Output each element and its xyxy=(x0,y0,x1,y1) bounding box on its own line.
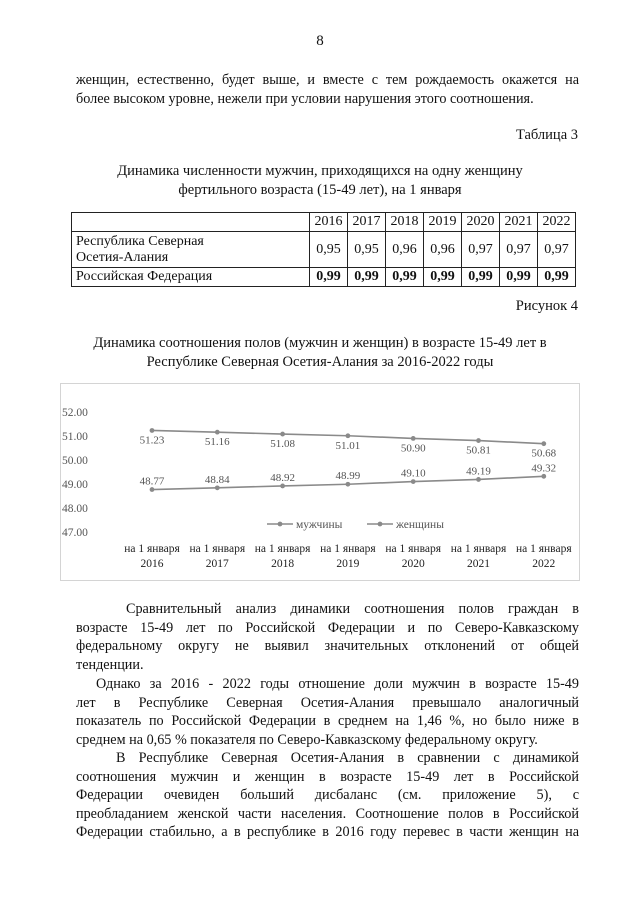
text-line: возрасте 15-49 лет по Российской Федерации и по Северо-Кавказскому xyxy=(76,619,579,636)
text-line: среднем на 0,65 % показателя по Северо-Кавказскому федеральному округу. xyxy=(76,731,538,748)
year-header: 2017 xyxy=(348,213,386,232)
x-tick-label: на 1 января xyxy=(124,543,180,555)
year-header: 2016 xyxy=(310,213,348,232)
text-line: Однако за 2016 - 2022 годы отношение доли мужчин в возрасте 15-49 xyxy=(96,676,579,692)
x-tick-label: 2019 xyxy=(336,558,360,570)
text-line: более высоком уровне, нежели при условии нарушения этого соотношения. xyxy=(76,90,534,107)
x-tick-label: 2017 xyxy=(205,558,229,570)
paragraph-1 xyxy=(76,600,579,674)
y-tick-label: 48.00 xyxy=(62,503,88,515)
figure-title xyxy=(60,334,580,371)
title-line: фертильного возраста (15-49 лет), на 1 января xyxy=(178,181,462,198)
title-line: Республике Северная Осетия-Алания за 2016-2022 годы xyxy=(146,353,494,370)
x-tick-label: 2020 xyxy=(401,558,425,570)
table-cell: 0,99 xyxy=(310,268,348,287)
figure-label: Рисунок 4 xyxy=(515,298,578,314)
data-label: 49.32 xyxy=(531,462,557,475)
data-point xyxy=(411,479,416,484)
table-title xyxy=(60,162,580,199)
year-header: 2021 xyxy=(500,213,538,232)
table-cell: 0,99 xyxy=(386,268,424,287)
text-line: Федерации стабильно, а в республике в 2016 году перевес в части женщин на xyxy=(76,824,579,840)
table-cell: 0,99 xyxy=(538,268,576,287)
y-tick-label: 50.00 xyxy=(62,455,88,467)
x-tick-label: 2022 xyxy=(532,558,556,570)
table-cell: 0,99 xyxy=(348,268,386,287)
data-label: 50.81 xyxy=(466,444,491,457)
data-point xyxy=(215,485,220,490)
data-point xyxy=(280,432,285,437)
text-line: тенденции. xyxy=(76,656,144,673)
text-line: лет в Республике Северная Осетия-Алания превышало аналогичный xyxy=(76,694,579,711)
chart-frame xyxy=(60,383,580,581)
data-point xyxy=(150,487,155,492)
row-name-line: Республика Северная xyxy=(76,233,204,249)
data-label: 48.84 xyxy=(204,473,230,486)
x-tick-label: на 1 января xyxy=(515,543,572,555)
x-tick-label: 2021 xyxy=(467,558,490,570)
text-line: В Республике Северная Осетия-Алания в сравнении с динамикой xyxy=(116,750,579,766)
line-chart xyxy=(61,384,579,580)
table-cell: 0,95 xyxy=(310,232,348,268)
table-cell: 0,99 xyxy=(500,268,538,287)
x-tick-label: 2018 xyxy=(271,558,295,570)
year-header: 2020 xyxy=(462,213,500,232)
text-line: соотношения мужчин и женщин в возрасте 15-49 лет в Российской xyxy=(76,768,579,785)
legend-marker xyxy=(378,522,383,527)
y-tick-label: 47.00 xyxy=(62,527,88,539)
table-cell: 0,95 xyxy=(348,232,386,268)
data-label: 48.92 xyxy=(270,471,295,484)
year-header: 2018 xyxy=(386,213,424,232)
data-point xyxy=(346,482,351,487)
data-label: 49.19 xyxy=(466,465,491,478)
data-point xyxy=(476,438,481,443)
table-cell: 0,97 xyxy=(500,232,538,268)
x-tick-label: на 1 января xyxy=(385,543,442,555)
data-label: 50.68 xyxy=(531,447,557,460)
data-label: 51.23 xyxy=(139,434,165,447)
page-number: 8 xyxy=(316,33,324,49)
legend-label: женщины xyxy=(396,519,444,531)
text-line: женщин, естественно, будет выше, и вместе с тем рождаемость окажется на xyxy=(76,72,579,88)
x-tick-label: 2016 xyxy=(140,558,164,570)
x-tick-label: на 1 января xyxy=(320,543,376,555)
y-tick-label: 49.00 xyxy=(62,479,88,491)
legend-label: мужчины xyxy=(296,519,343,531)
data-point xyxy=(346,433,351,438)
data-label: 51.08 xyxy=(270,438,295,451)
data-label: 48.99 xyxy=(335,470,361,483)
table-cell: 0,96 xyxy=(386,232,424,268)
data-point xyxy=(476,477,481,482)
legend-marker xyxy=(278,522,283,527)
data-point xyxy=(541,474,546,479)
text-line: Федерации очевиден больший дисбаланс (см. приложение 5), с xyxy=(76,787,579,803)
table-cell: 0,99 xyxy=(462,268,500,287)
title-line: Динамика соотношения полов (мужчин и женщин) в возрасте 15-49 лет в xyxy=(93,335,547,351)
table-cell: 0,97 xyxy=(538,232,576,268)
year-header: 2019 xyxy=(424,213,462,232)
text-line: показатель по Российской Федерации в среднем на 1,46 %, но было ниже в xyxy=(76,713,579,729)
paragraph-2 xyxy=(76,675,579,749)
data-point xyxy=(541,441,546,446)
x-tick-label: на 1 января xyxy=(254,543,311,555)
y-tick-label: 51.00 xyxy=(62,431,88,443)
data-point xyxy=(280,484,285,489)
paragraph-3 xyxy=(76,749,579,842)
data-label: 51.01 xyxy=(335,439,361,452)
table-cell: 0,96 xyxy=(424,232,462,268)
data-label: 51.16 xyxy=(204,436,230,449)
header-empty-cell xyxy=(72,213,310,232)
text-line: Сравнительный анализ динамики соотношения полов граждан в xyxy=(126,601,579,617)
table-cell: 0,99 xyxy=(424,268,462,287)
table-header-row xyxy=(72,213,576,232)
table-label: Таблица 3 xyxy=(515,127,578,143)
year-header: 2022 xyxy=(538,213,576,232)
x-tick-label: на 1 января xyxy=(450,543,507,555)
intro-paragraph xyxy=(76,71,579,108)
row-name-line: Осетия-Алания xyxy=(76,249,169,265)
data-label: 48.77 xyxy=(139,475,165,488)
data-table xyxy=(71,212,576,287)
data-point xyxy=(150,428,155,433)
data-point xyxy=(215,430,220,435)
row-name: Российская Федерация xyxy=(72,268,310,287)
table-cell: 0,97 xyxy=(462,232,500,268)
data-point xyxy=(411,436,416,441)
row-name xyxy=(72,232,310,268)
text-line: преобладанием женской части населения. Соотношение полов в Российской xyxy=(76,805,579,822)
table-row xyxy=(72,232,576,268)
table-row xyxy=(72,268,576,287)
data-label: 50.90 xyxy=(400,442,426,455)
text-line: федеральному округу не выявил значительных отклонений от общей xyxy=(76,638,579,654)
x-tick-label: на 1 января xyxy=(189,543,246,555)
title-line: Динамика численности мужчин, приходящихся на одну женщину xyxy=(117,163,523,179)
y-tick-label: 52.00 xyxy=(62,407,88,419)
data-label: 49.10 xyxy=(400,467,426,480)
